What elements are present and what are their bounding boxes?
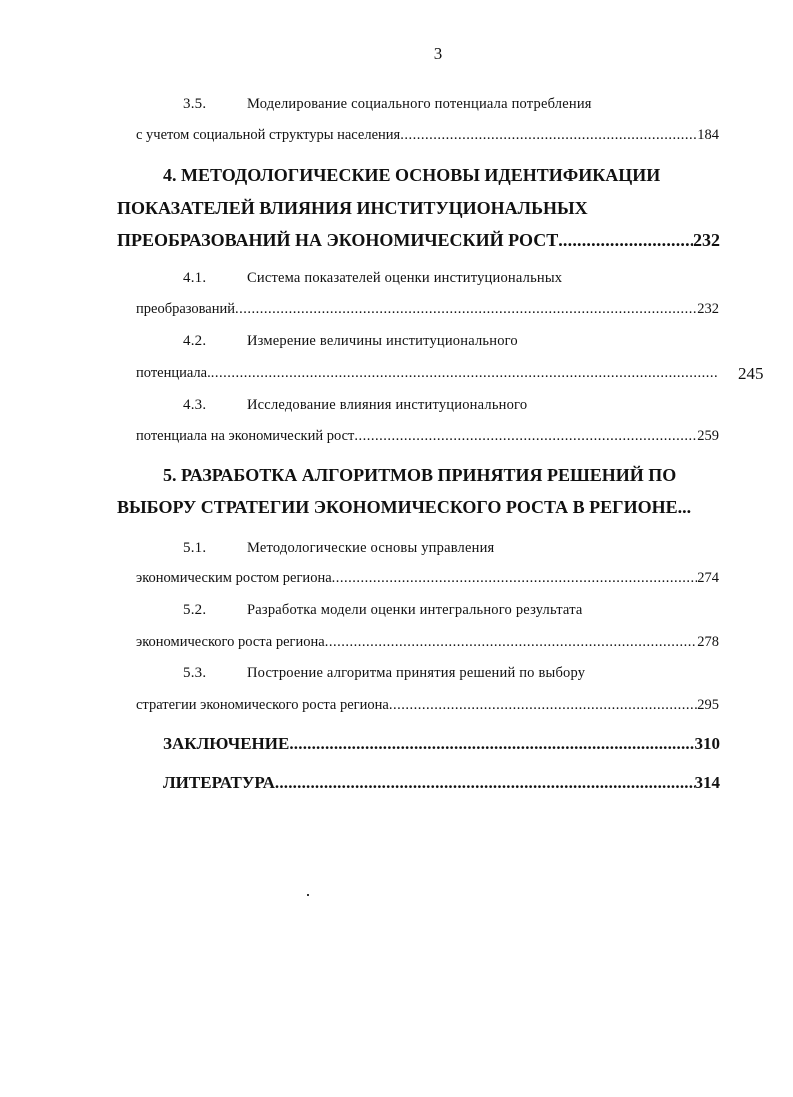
section-title-continuation: преобразований [136,301,236,317]
dot-leader [389,697,697,717]
chapter-5-title-line-1[interactable]: 5. РАЗРАБОТКА АЛГОРИТМОВ ПРИНЯТИЯ РЕШЕНИЙ ПО [163,465,677,485]
section-number: 4.2. [183,333,207,349]
section-title: Методологические основы управления [247,540,495,556]
toc-entry-4-2-leader[interactable] [136,365,719,385]
dot-leader [289,734,694,758]
page-ref: 278 [697,634,719,650]
references-title: ЛИТЕРАТУРА [163,773,275,792]
section-title: Измерение величины институционального [247,333,518,349]
page-ref: 310 [694,734,720,753]
section-title-continuation: экономического роста региона [136,634,325,650]
chapter-4-title-line-3[interactable] [117,230,720,254]
section-title-continuation: экономическим ростом региона [136,570,332,586]
section-number: 4.3. [183,397,207,413]
page-ref-4-2: 245 [738,364,764,383]
chapter-title-end: ПРЕОБРАЗОВАНИЙ НА ЭКОНОМИЧЕСКИЙ РОСТ [117,230,559,250]
section-number: 3.5. [183,96,207,112]
page-ref: 295 [697,697,719,713]
dot-leader [211,365,719,385]
toc-conclusion[interactable] [163,734,720,758]
chapter-4-title-line-1[interactable]: 4. МЕТОДОЛОГИЧЕСКИЕ ОСНОВЫ ИДЕНТИФИКАЦИИ [163,165,661,185]
section-title-continuation: потенциала. [136,365,211,381]
section-title: Система показателей оценки институциональных [247,270,563,286]
chapter-5-title-line-2[interactable]: ВЫБОРУ СТРАТЕГИИ ЭКОНОМИЧЕСКОГО РОСТА В РЕГИОНЕ... [117,497,692,517]
section-number: 5.1. [183,540,207,556]
page-ref: 184 [697,127,719,143]
section-title-continuation: стратегии экономического роста региона [136,697,389,713]
page-ref: 274 [697,570,719,586]
section-title: Моделирование социального потенциала потребления [247,96,592,112]
dot-leader [354,428,697,448]
page-ref: 232 [697,301,719,317]
toc-references[interactable] [163,773,720,797]
page-ref: 314 [694,773,720,792]
toc-entry-4-3-leader[interactable] [136,428,719,448]
page-ref: 232 [693,230,720,250]
section-title-continuation: потенциала на экономический рост [136,428,355,444]
page-number: 3 [433,44,443,63]
dot-leader [558,230,693,254]
section-title: Разработка модели оценки интегрального результата [247,602,583,618]
dot-leader [332,570,698,590]
section-title-continuation: с учетом социальной структуры населения [136,127,401,143]
section-number: 5.3. [183,665,207,681]
toc-entry-5-2-leader[interactable] [136,634,719,654]
section-title: Исследование влияния институционального [247,397,528,413]
section-number: 5.2. [183,602,207,618]
page-ref: 259 [697,428,719,444]
section-number: 4.1. [183,270,207,286]
toc-entry-3-5-leader[interactable] [136,127,719,147]
scan-speck [307,894,309,896]
dot-leader [275,773,695,797]
dot-leader [235,301,697,321]
conclusion-title: ЗАКЛЮЧЕНИЕ [163,734,290,753]
toc-entry-5-3-leader[interactable] [136,697,719,717]
dot-leader [325,634,698,654]
toc-entry-4-1-leader[interactable] [136,301,719,321]
toc-entry-5-1-leader[interactable] [136,570,719,590]
section-title: Построение алгоритма принятия решений по выбору [247,665,586,681]
chapter-4-title-line-2[interactable]: ПОКАЗАТЕЛЕЙ ВЛИЯНИЯ ИНСТИТУЦИОНАЛЬНЫХ [117,198,588,218]
dot-leader [400,127,697,147]
